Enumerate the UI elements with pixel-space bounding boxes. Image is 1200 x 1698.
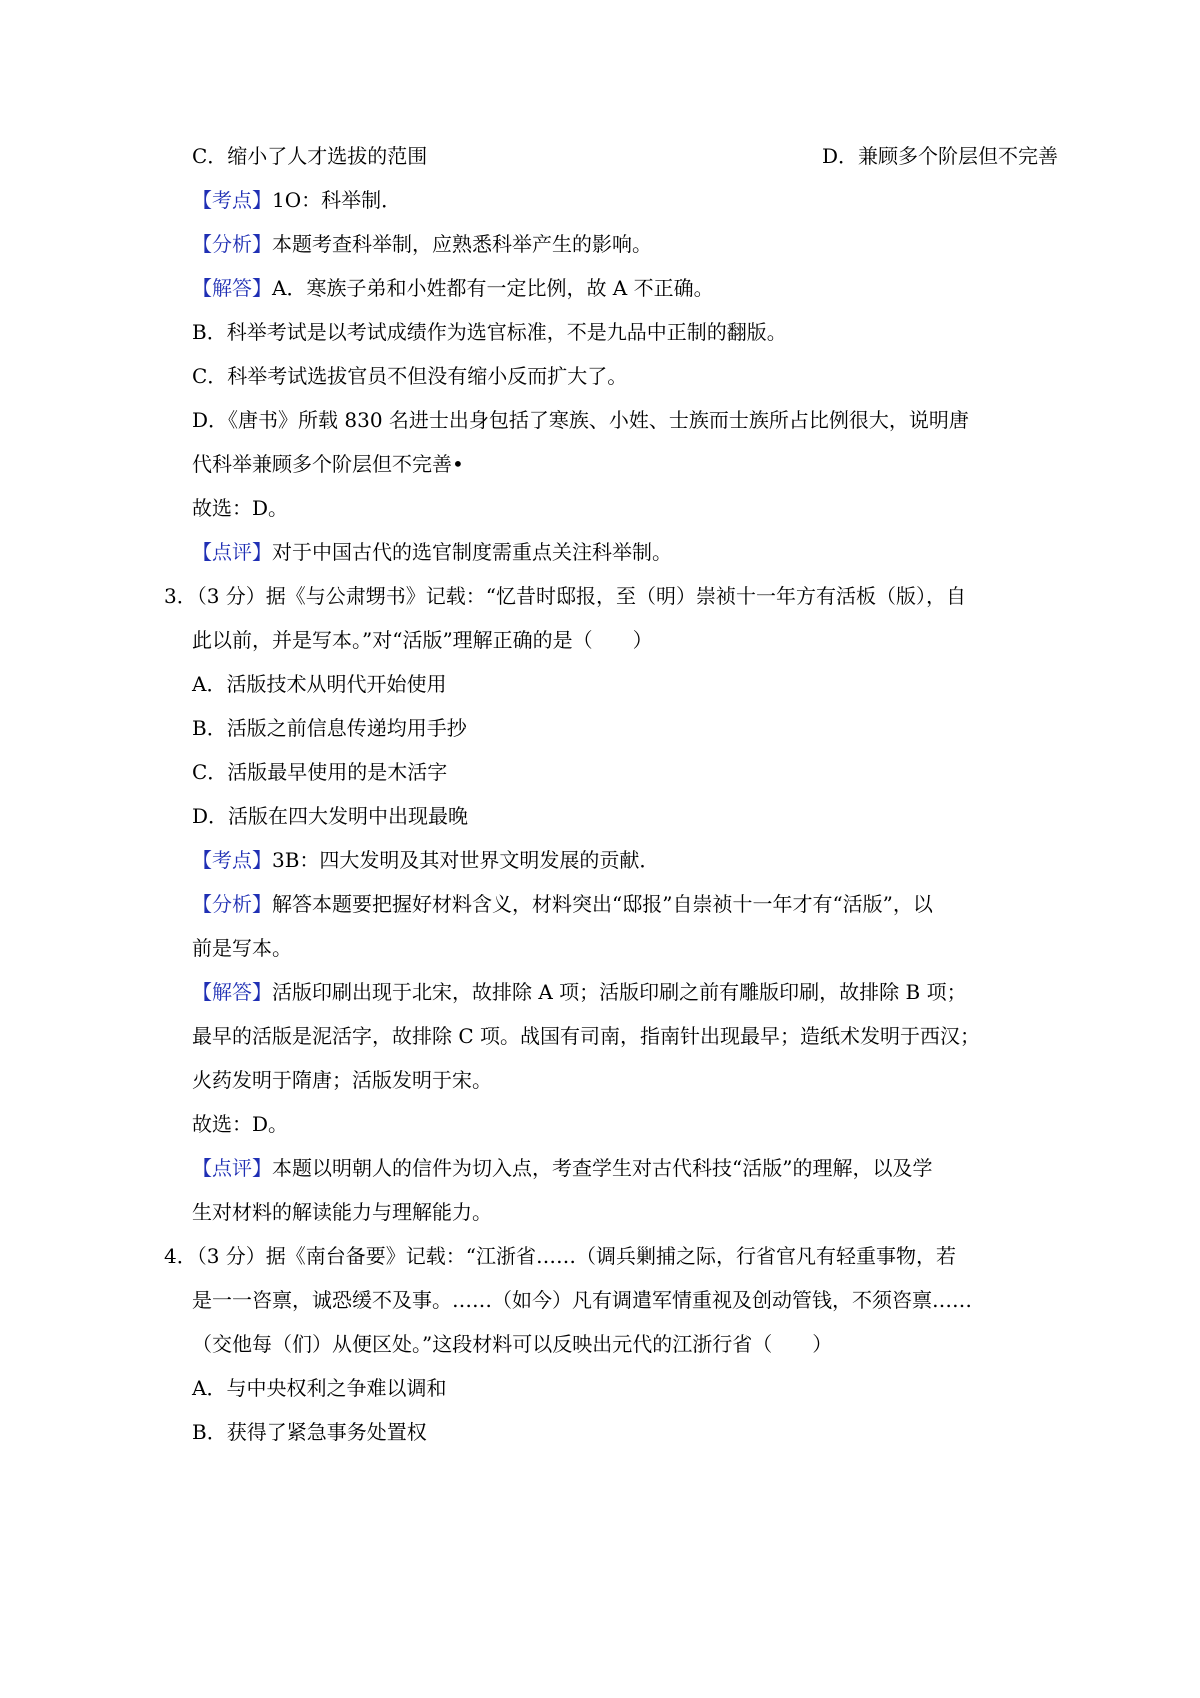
q4-stem-line: 是一一咨禀，诚恐缓不及事。……（如今）凡有调遣军情重视及创动管钱，不须咨禀…… bbox=[192, 1288, 972, 1312]
kaodian-text: 1O：科举制． bbox=[272, 188, 402, 212]
q3-option-d[interactable]: D．活版在四大发明中出现最晚 bbox=[192, 804, 469, 828]
dianping-tag: 【点评】 bbox=[192, 1156, 272, 1180]
q3-option-b[interactable]: B．活版之前信息传递均用手抄 bbox=[192, 716, 467, 740]
prev-jieda-line: 故选：D。 bbox=[192, 496, 289, 520]
prev-jieda-line: D．《唐书》所载 830 名进士出身包括了寒族、小姓、士族而士族所占比例很大，说明唐 bbox=[192, 408, 969, 432]
dianping-tag: 【点评】 bbox=[192, 540, 272, 564]
dianping-text: 对于中国古代的选官制度需重点关注科举制。 bbox=[272, 540, 672, 564]
q3-fenxi-cont: 前是写本。 bbox=[192, 936, 292, 960]
kaodian-text: 3B：四大发明及其对世界文明发展的贡献． bbox=[272, 848, 660, 872]
q3-fenxi bbox=[192, 892, 933, 916]
option-c[interactable]: C．缩小了人才选拔的范围 bbox=[192, 144, 428, 168]
prev-jieda-line: C．科举考试选拔官员不但没有缩小反而扩大了。 bbox=[192, 364, 628, 388]
prev-jieda-line: B．科举考试是以考试成绩作为选官标准，不是九品中正制的翻版。 bbox=[192, 320, 787, 344]
option-d[interactable]: D．兼顾多个阶层但不完善 bbox=[822, 144, 1059, 168]
fenxi-tag: 【分析】 bbox=[192, 892, 272, 916]
fenxi-tag: 【分析】 bbox=[192, 232, 272, 256]
kaodian-tag: 【考点】 bbox=[192, 848, 272, 872]
fenxi-text: 解答本题要把握好材料含义，材料突出“邸报”自崇祯十一年才有“活版”，以 bbox=[272, 892, 933, 916]
q4-stem-line: （交他每（们）从便区处。”这段材料可以反映出元代的江浙行省（ ） bbox=[192, 1332, 833, 1356]
kaodian-tag: 【考点】 bbox=[192, 188, 272, 212]
q3-jieda-line: 最早的活版是泥活字，故排除 C 项。战国有司南，指南针出现最早；造纸术发明于西汉； bbox=[192, 1024, 981, 1048]
jieda-tag: 【解答】 bbox=[192, 276, 272, 300]
prev-jieda-line: 代科举兼顾多个阶层但不完善• bbox=[192, 452, 464, 476]
q3-option-a[interactable]: A．活版技术从明代开始使用 bbox=[192, 672, 447, 696]
prev-kaodian bbox=[192, 188, 401, 212]
q4-stem-line: 4．（3 分）据《南台备要》记载：“江浙省……（调兵剿捕之际，行省官凡有轻重事物，若 bbox=[164, 1244, 957, 1268]
q3-stem-line: 此以前，并是写本。”对“活版”理解正确的是（ ） bbox=[192, 628, 653, 652]
q3-jieda-line: 故选：D。 bbox=[192, 1112, 289, 1136]
fenxi-text: 本题考查科举制，应熟悉科举产生的影响。 bbox=[272, 232, 652, 256]
q3-dianping-cont: 生对材料的解读能力与理解能力。 bbox=[192, 1200, 492, 1224]
q3-kaodian bbox=[192, 848, 659, 872]
q4-option-a[interactable]: A．与中央权利之争难以调和 bbox=[192, 1376, 447, 1400]
jieda-text: A．寒族子弟和小姓都有一定比例，故 A 不正确。 bbox=[272, 276, 714, 300]
q3-jieda bbox=[192, 980, 967, 1004]
q4-option-b[interactable]: B．获得了紧急事务处置权 bbox=[192, 1420, 427, 1444]
jieda-text: 活版印刷出现于北宋，故排除 A 项；活版印刷之前有雕版印刷，故排除 B 项； bbox=[272, 980, 967, 1004]
prev-fenxi bbox=[192, 232, 652, 256]
dianping-text: 本题以明朝人的信件为切入点，考查学生对古代科技“活版”的理解，以及学 bbox=[272, 1156, 933, 1180]
q3-stem-line: 3．（3 分）据《与公肃甥书》记载：“忆昔时邸报，至（明）崇祯十一年方有活板（版），自 bbox=[164, 584, 967, 608]
prev-dianping bbox=[192, 540, 672, 564]
prev-jieda bbox=[192, 276, 714, 300]
q3-dianping bbox=[192, 1156, 932, 1180]
prev-options-row bbox=[192, 144, 1059, 168]
q3-jieda-line: 火药发明于隋唐；活版发明于宋。 bbox=[192, 1068, 492, 1092]
q3-option-c[interactable]: C．活版最早使用的是木活字 bbox=[192, 760, 448, 784]
jieda-tag: 【解答】 bbox=[192, 980, 272, 1004]
